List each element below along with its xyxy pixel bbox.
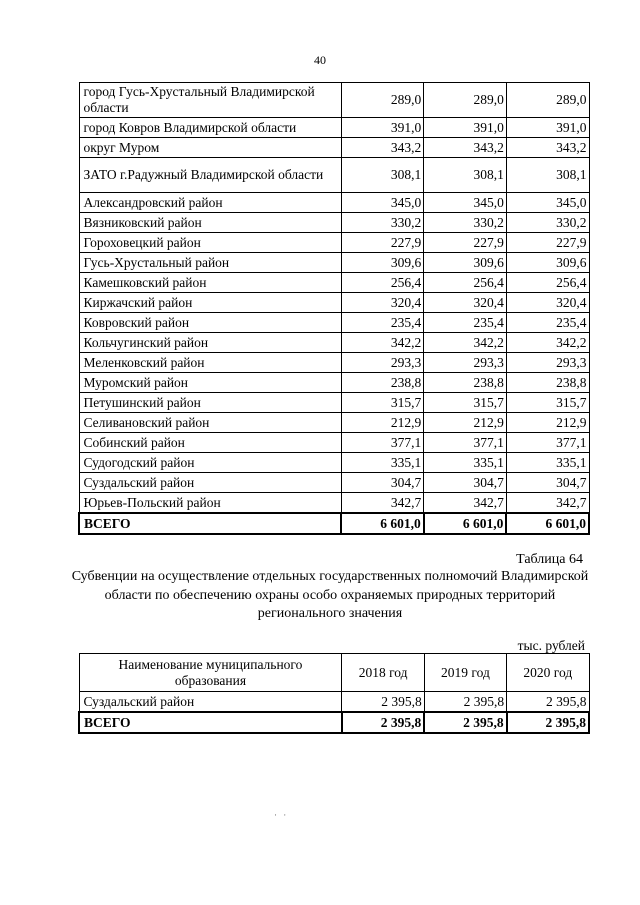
table-row xyxy=(79,213,589,233)
units-label: тыс. рублей xyxy=(517,638,585,653)
cell-2019: 391,0 xyxy=(424,118,507,138)
row-name: Камешковский район xyxy=(79,273,341,293)
cell-2018: 315,7 xyxy=(341,393,424,413)
cell-2020: 308,1 xyxy=(506,158,589,193)
cell-2018: 330,2 xyxy=(341,213,424,233)
cell-2018: 377,1 xyxy=(341,433,424,453)
cell-2019: 212,9 xyxy=(424,413,507,433)
cell-2018: 309,6 xyxy=(341,253,424,273)
cell-2020: 342,7 xyxy=(506,493,589,514)
cell-2020: 377,1 xyxy=(506,433,589,453)
cell-2020: 342,2 xyxy=(506,333,589,353)
table-caption: Субвенции на осуществление отдельных государственных полномочий Владимирской области по обеспечению охраны особо охраняемых природных территорий регионального значения xyxy=(71,569,589,621)
cell-2020: 227,9 xyxy=(506,233,589,253)
cell-2020: 320,4 xyxy=(506,293,589,313)
cell-2018: 212,9 xyxy=(341,413,424,433)
scan-specks: · · xyxy=(274,810,289,820)
cell-2018: 256,4 xyxy=(341,273,424,293)
cell-2018: 335,1 xyxy=(341,453,424,473)
table-row xyxy=(79,273,589,293)
header-name: Наименование муниципального образования xyxy=(79,654,342,692)
cell-2020: 2 395,8 xyxy=(507,692,589,713)
table-label: Таблица 64 xyxy=(516,552,583,567)
total-2019: 6 601,0 xyxy=(424,513,507,534)
table-row xyxy=(79,453,589,473)
cell-2019: 342,7 xyxy=(424,493,507,514)
cell-2019: 330,2 xyxy=(424,213,507,233)
table-row xyxy=(79,158,589,193)
cell-2018: 320,4 xyxy=(341,293,424,313)
table-row xyxy=(79,83,589,118)
cell-2019: 342,2 xyxy=(424,333,507,353)
table-row xyxy=(79,433,589,453)
cell-2020: 343,2 xyxy=(506,138,589,158)
row-name: Гусь-Хрустальный район xyxy=(79,253,341,273)
table-row xyxy=(79,193,589,213)
cell-2019: 238,8 xyxy=(424,373,507,393)
header-2018: 2018 год xyxy=(342,654,424,692)
cell-2019: 304,7 xyxy=(424,473,507,493)
cell-2020: 256,4 xyxy=(506,273,589,293)
row-name: Гороховецкий район xyxy=(79,233,341,253)
cell-2018: 391,0 xyxy=(341,118,424,138)
cell-2018: 2 395,8 xyxy=(342,692,424,713)
row-name: Собинский район xyxy=(79,433,341,453)
cell-2020: 345,0 xyxy=(506,193,589,213)
cell-2019: 256,4 xyxy=(424,273,507,293)
row-name: город Гусь-Хрустальный Владимирской области xyxy=(79,83,341,118)
row-name: Меленковский район xyxy=(79,353,341,373)
table-row xyxy=(79,138,589,158)
table-64 xyxy=(78,653,590,734)
row-name: город Ковров Владимирской области xyxy=(79,118,341,138)
row-name: Суздальский район xyxy=(79,473,341,493)
total-2020: 2 395,8 xyxy=(507,712,589,733)
cell-2019: 227,9 xyxy=(424,233,507,253)
total-2018: 2 395,8 xyxy=(342,712,424,733)
row-name: Суздальский район xyxy=(79,692,342,713)
cell-2020: 309,6 xyxy=(506,253,589,273)
row-name: Ковровский район xyxy=(79,313,341,333)
cell-2018: 342,7 xyxy=(341,493,424,514)
cell-2019: 309,6 xyxy=(424,253,507,273)
row-name: Селивановский район xyxy=(79,413,341,433)
cell-2018: 235,4 xyxy=(341,313,424,333)
table-header-row xyxy=(79,654,589,692)
total-label: ВСЕГО xyxy=(79,513,341,534)
row-name: Александровский район xyxy=(79,193,341,213)
row-name: округ Муром xyxy=(79,138,341,158)
cell-2019: 235,4 xyxy=(424,313,507,333)
cell-2020: 293,3 xyxy=(506,353,589,373)
cell-2020: 315,7 xyxy=(506,393,589,413)
table-row xyxy=(79,692,589,713)
row-name: Судогодский район xyxy=(79,453,341,473)
table-row xyxy=(79,373,589,393)
cell-2018: 293,3 xyxy=(341,353,424,373)
cell-2019: 335,1 xyxy=(424,453,507,473)
cell-2019: 308,1 xyxy=(424,158,507,193)
cell-2020: 212,9 xyxy=(506,413,589,433)
total-2019: 2 395,8 xyxy=(424,712,506,733)
cell-2020: 235,4 xyxy=(506,313,589,333)
header-2019: 2019 год xyxy=(424,654,506,692)
cell-2018: 308,1 xyxy=(341,158,424,193)
cell-2019: 293,3 xyxy=(424,353,507,373)
cell-2019: 320,4 xyxy=(424,293,507,313)
row-name: Кольчугинский район xyxy=(79,333,341,353)
cell-2020: 304,7 xyxy=(506,473,589,493)
table-row xyxy=(79,233,589,253)
cell-2018: 304,7 xyxy=(341,473,424,493)
row-name: Киржачский район xyxy=(79,293,341,313)
cell-2018: 343,2 xyxy=(341,138,424,158)
table-row xyxy=(79,493,589,514)
total-row xyxy=(79,513,589,534)
cell-2020: 391,0 xyxy=(506,118,589,138)
cell-2018: 345,0 xyxy=(341,193,424,213)
table-row xyxy=(79,313,589,333)
table-row xyxy=(79,353,589,373)
cell-2019: 343,2 xyxy=(424,138,507,158)
cell-2020: 238,8 xyxy=(506,373,589,393)
page-number: 40 xyxy=(314,53,326,67)
cell-2018: 342,2 xyxy=(341,333,424,353)
table-row xyxy=(79,253,589,273)
table-row xyxy=(79,473,589,493)
table-row xyxy=(79,293,589,313)
total-2018: 6 601,0 xyxy=(341,513,424,534)
cell-2020: 289,0 xyxy=(506,83,589,118)
row-name: Муромский район xyxy=(79,373,341,393)
total-label: ВСЕГО xyxy=(79,712,342,733)
header-2020: 2020 год xyxy=(507,654,589,692)
cell-2018: 238,8 xyxy=(341,373,424,393)
row-name: Петушинский район xyxy=(79,393,341,413)
cell-2020: 330,2 xyxy=(506,213,589,233)
cell-2020: 335,1 xyxy=(506,453,589,473)
cell-2018: 289,0 xyxy=(341,83,424,118)
cell-2019: 289,0 xyxy=(424,83,507,118)
table-row xyxy=(79,413,589,433)
cell-2019: 377,1 xyxy=(424,433,507,453)
cell-2019: 345,0 xyxy=(424,193,507,213)
table-row xyxy=(79,333,589,353)
row-name: ЗАТО г.Радужный Владимирской области xyxy=(79,158,341,193)
total-row xyxy=(79,712,589,733)
cell-2019: 2 395,8 xyxy=(424,692,506,713)
table-row xyxy=(79,118,589,138)
row-name: Юрьев-Польский район xyxy=(79,493,341,514)
cell-2018: 227,9 xyxy=(341,233,424,253)
table-row xyxy=(79,393,589,413)
cell-2019: 315,7 xyxy=(424,393,507,413)
row-name: Вязниковский район xyxy=(79,213,341,233)
subventions-table-continued xyxy=(78,82,590,535)
table-body xyxy=(79,83,589,535)
total-2020: 6 601,0 xyxy=(506,513,589,534)
